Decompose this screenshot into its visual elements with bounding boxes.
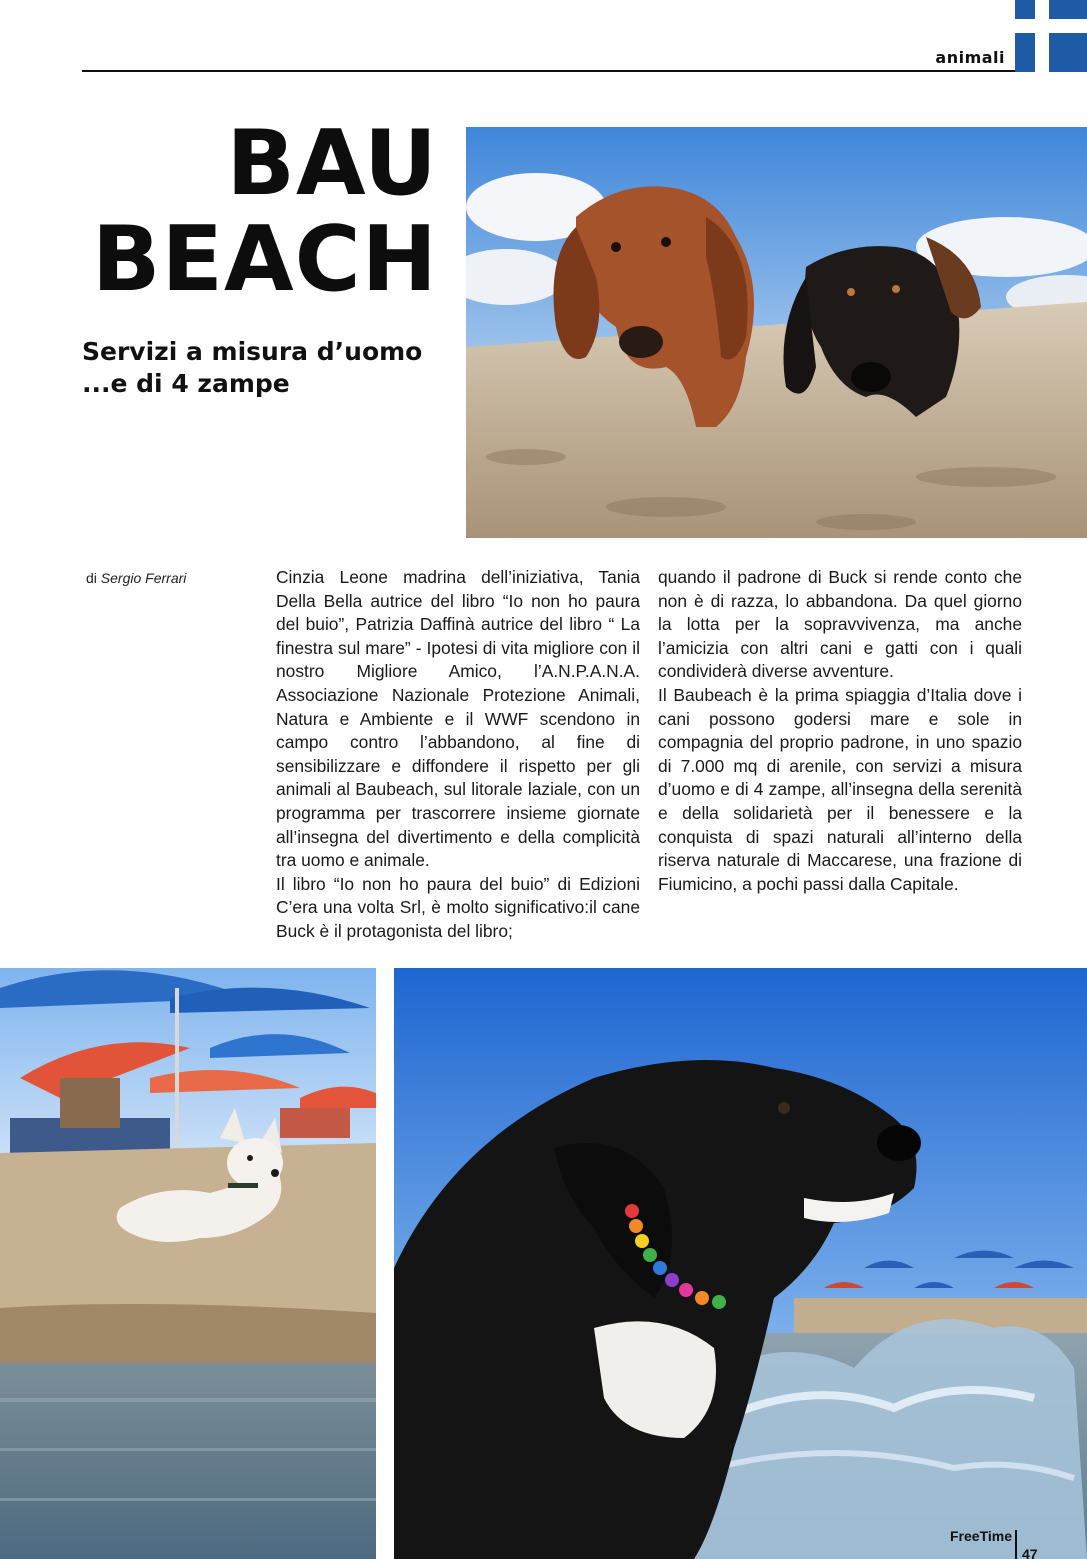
article-column-2: [658, 566, 1022, 896]
subtitle-line-2: ...e di 4 zampe: [82, 369, 290, 398]
article-title: [40, 111, 438, 312]
title-line-2: BEACH: [91, 207, 438, 312]
section-label: animali: [935, 48, 1005, 67]
paragraph: Cinzia Leone madrina dell’iniziativa, Tania Della Bella autrice del libro “Io non ho paura del buio”, Patrizia Daffinà autrice del libro “ La finestra sul mare” - Ipotesi di vita migliore con il nostro Migliore Amico, l’A.N.P.A.N.A. Associazione Nazionale Protezione Animali, Natura e Ambiente e il WWF scendono in campo contro l’abbandono, al fine di sensibilizzare e diffondere il rispetto per gli animali al Baubeach, sul litorale laziale, con un programma per trascorrere insieme giornate all’insegna del divertimento e della complicità tra uomo e animale.: [276, 567, 640, 871]
two-dachshunds-beach-photo: [466, 127, 1087, 538]
subtitle-line-1: Servizi a misura d’uomo: [82, 337, 423, 366]
page-number: 47: [1022, 1546, 1038, 1559]
paragraph: Il libro “Io non ho paura del buio” di Edizioni C’era una volta Srl, è molto significativo:il cane Buck è il protagonista del libro;: [276, 873, 640, 941]
white-dog-jumping-beach-photo: [0, 968, 376, 1559]
paragraph: Il Baubeach è la prima spiaggia d’Italia dove i cani possono godersi mare e sole in compagnia del proprio padrone, in uno spazio di 7.000 mq di arenile, con servizi a misura d’uomo e di 4 zampe, all’insegna della serenità e della solidarietà per il benessere e la conquista di spazi naturali all’interno della riserva naturale di Maccarese, una frazione di Fiumicino, a pochi passi dalla Capitale.: [658, 684, 1022, 894]
header-rule: [82, 70, 1015, 72]
article-subtitle: [82, 336, 452, 400]
byline-prefix: di: [86, 570, 97, 586]
title-line-1: BAU: [226, 111, 438, 216]
footer-rule: [1015, 1530, 1017, 1559]
byline: [86, 570, 186, 586]
black-dog-in-sea-photo: [394, 968, 1087, 1559]
section-flag-icon: [1015, 0, 1087, 72]
paragraph: quando il padrone di Buck si rende conto che non è di razza, lo abbandona. Da quel giorno la lotta per la sopravvivenza, ma anche l’amicizia con altri cani e gatti con i quali condividerà diverse avventure.: [658, 567, 1022, 682]
byline-author: Sergio Ferrari: [100, 570, 187, 586]
article-column-1: [276, 566, 640, 944]
magazine-brand: FreeTime: [950, 1528, 1012, 1544]
